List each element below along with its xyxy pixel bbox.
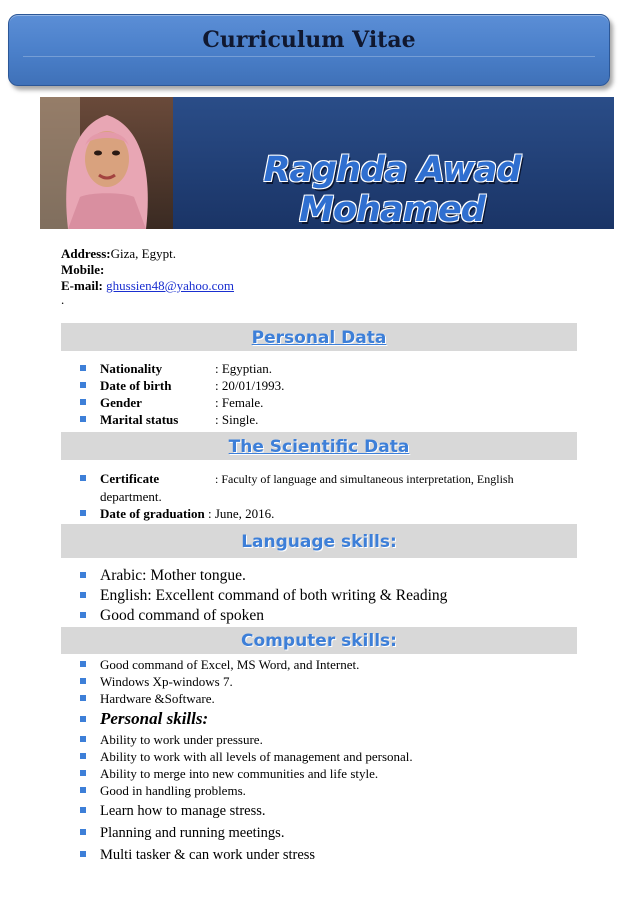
personal-skills-list xyxy=(78,731,598,799)
list-item: Good in handling problems. xyxy=(78,782,598,799)
contact-dot: . xyxy=(61,292,65,307)
list-item: Ability to work under pressure. xyxy=(78,731,598,748)
banner-divider xyxy=(23,56,595,57)
banner-title: Curriculum Vitae xyxy=(202,27,416,53)
section-title: The Scientific Data xyxy=(228,437,410,457)
contact-email xyxy=(61,277,234,295)
email-link[interactable]: ghussien48@yahoo.com xyxy=(106,278,235,293)
section-personal-data xyxy=(61,323,577,351)
scientific-data-list xyxy=(78,470,598,522)
list-item: Hardware &Software. xyxy=(78,690,598,707)
title-banner xyxy=(8,14,610,86)
personal-skills-heading-list xyxy=(78,708,598,730)
list-item: Windows Xp-windows 7. xyxy=(78,673,598,690)
candidate-name: Raghda Awad Mohamed xyxy=(263,150,521,230)
mobile-label: Mobile: xyxy=(61,262,105,277)
section-title: Language skills: xyxy=(241,532,397,552)
list-item: Ability to merge into new communities and life style. xyxy=(78,765,598,782)
address-label: Address: xyxy=(61,246,111,261)
address-value: Giza, Egypt. xyxy=(110,246,176,261)
section-title: Computer skills: xyxy=(241,631,397,651)
section-title: Personal Data xyxy=(251,328,387,348)
section-computer-skills xyxy=(61,627,577,654)
list-item: Good command of spoken xyxy=(78,606,598,626)
list-item: Nationality : Egyptian. xyxy=(78,360,598,377)
email-label: E-mail: xyxy=(61,278,107,293)
list-item: Ability to work with all levels of management and personal. xyxy=(78,748,598,765)
personal-data-list xyxy=(78,360,598,428)
list-item: Arabic: Mother tongue. xyxy=(78,566,598,586)
personal-skills-title: Personal skills: xyxy=(78,708,598,730)
list-item: Date of graduation : June, 2016. xyxy=(78,505,598,522)
computer-skills-list xyxy=(78,656,598,707)
list-item-continuation: department. xyxy=(100,489,162,504)
list-item: Certificate : Faculty of language and simultaneous interpretation, English xyxy=(78,470,598,488)
list-item: Good command of Excel, MS Word, and Internet. xyxy=(78,656,598,673)
list-item: Gender : Female. xyxy=(78,394,598,411)
profile-photo xyxy=(40,97,173,229)
language-skills-list xyxy=(78,566,598,626)
list-item: Multi tasker & can work under stress xyxy=(78,844,598,866)
list-item: Marital status : Single. xyxy=(78,411,598,428)
section-language-skills xyxy=(61,524,577,558)
list-item: Date of birth : 20/01/1993. xyxy=(78,377,598,394)
personal-skills-list-large xyxy=(78,800,598,866)
list-item: Learn how to manage stress. xyxy=(78,800,598,822)
section-scientific-data xyxy=(61,432,577,460)
list-item: English: Excellent command of both writing & Reading xyxy=(78,586,598,606)
list-item: Planning and running meetings. xyxy=(78,822,598,844)
